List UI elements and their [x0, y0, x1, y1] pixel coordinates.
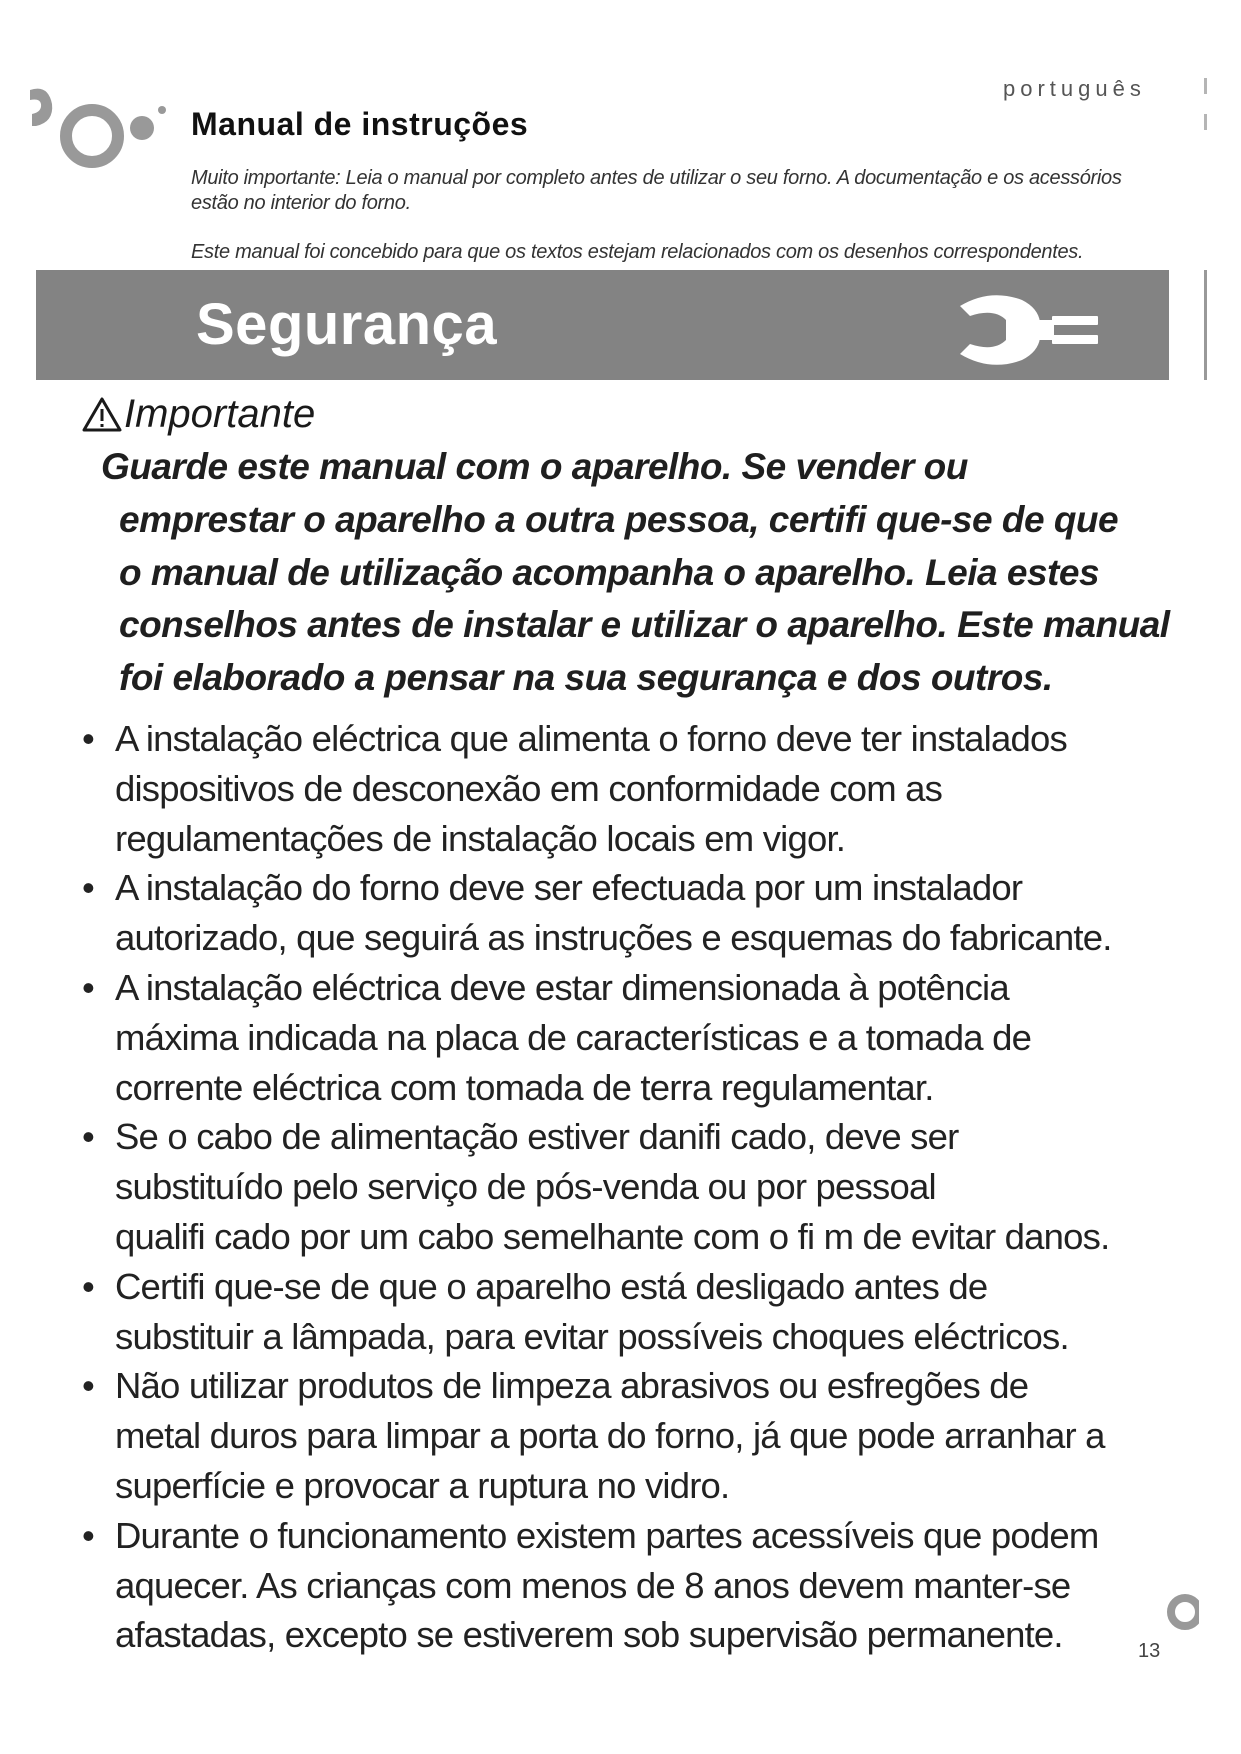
- intro-line: Este manual foi concebido para que os textos estejam relacionados com os desenhos correspondentes.: [191, 241, 1084, 263]
- list-item-line: regulamentações de instalação locais em vigor.: [115, 817, 846, 859]
- list-item: [82, 963, 1192, 1112]
- safety-list: [82, 714, 1192, 1660]
- intro-line: estão no interior do forno.: [191, 192, 411, 214]
- list-item-line: A instalação eléctrica deve estar dimensionada à potência: [115, 966, 1009, 1008]
- list-item-line: metal duros para limpar a porta do forno, já que pode arranhar a: [115, 1415, 1105, 1457]
- bullet-icon: •: [82, 867, 94, 909]
- list-item-line: substituir a lâmpada, para evitar possíveis choques eléctricos.: [115, 1315, 1069, 1357]
- important-text-line: foi elaborado a pensar na sua segurança e dos outros.: [119, 657, 1053, 698]
- list-item-line: Não utilizar produtos de limpeza abrasivos ou esfregões de: [115, 1365, 1029, 1407]
- list-item: [82, 1361, 1192, 1510]
- intro-line: Muito importante: Leia o manual por completo antes de utilizar o seu forno. A documentação e os acessórios: [191, 167, 1122, 189]
- page-number: 13: [1138, 1640, 1161, 1662]
- important-heading-label: Importante: [124, 392, 316, 436]
- bullet-icon: •: [82, 1514, 94, 1556]
- list-item-line: autorizado, que seguirá as instruções e esquemas do fabricante.: [115, 917, 1112, 959]
- warning-icon: [82, 397, 122, 433]
- edge-mark: [1204, 270, 1207, 380]
- banner-title: Segurança: [196, 292, 498, 357]
- list-item-line: dispositivos de desconexão em conformidade com as: [115, 767, 943, 809]
- list-item: [82, 1112, 1192, 1261]
- important-heading: [82, 392, 315, 437]
- list-item: [82, 1262, 1192, 1362]
- manual-title: Manual de instruções: [191, 106, 529, 142]
- bullet-icon: •: [82, 1116, 94, 1158]
- list-item-line: corrente eléctrica com tomada de terra regulamentar.: [115, 1066, 934, 1108]
- list-item-line: Certifi que-se de que o aparelho está desligado antes de: [115, 1265, 988, 1307]
- list-item-line: máxima indicada na placa de características e a tomada de: [115, 1016, 1032, 1058]
- corner-ring-icon: [1163, 1590, 1199, 1634]
- list-item-line: substituído pelo serviço de pós-venda ou por pessoal: [115, 1166, 936, 1208]
- bullet-icon: •: [82, 1265, 94, 1307]
- list-item: [82, 1511, 1192, 1660]
- list-item-line: qualifi cado por um cabo semelhante com o fi m de evitar danos.: [115, 1215, 1110, 1257]
- list-item-line: Durante o funcionamento existem partes acessíveis que podem: [115, 1514, 1099, 1556]
- list-item-line: afastadas, excepto se estiverem sob supervisão permanente.: [115, 1614, 1063, 1656]
- bullet-icon: •: [82, 966, 94, 1008]
- list-item-line: Se o cabo de alimentação estiver danifi cado, deve ser: [115, 1116, 959, 1158]
- language-label: português: [1003, 76, 1146, 101]
- edge-mark: [1204, 78, 1207, 94]
- list-item: [82, 863, 1192, 963]
- important-text-line: Guarde este manual com o aparelho. Se vender ou: [101, 446, 968, 487]
- list-item-line: aquecer. As crianças com menos de 8 anos devem manter-se: [115, 1564, 1071, 1606]
- brand-logo: [30, 70, 170, 180]
- wrench-icon: [960, 292, 1098, 368]
- list-item: [82, 714, 1192, 863]
- list-item-line: A instalação do forno deve ser efectuada por um instalador: [115, 867, 1023, 909]
- important-text-line: o manual de utilização acompanha o aparelho. Leia estes: [119, 552, 1100, 593]
- bullet-icon: •: [82, 1365, 94, 1407]
- bullet-icon: •: [82, 718, 94, 759]
- edge-mark: [1204, 114, 1207, 130]
- important-text-line: conselhos antes de instalar e utilizar o aparelho. Este manual: [119, 604, 1170, 645]
- list-item-line: superfície e provocar a ruptura no vidro.: [115, 1464, 730, 1506]
- list-item-line: A instalação eléctrica que alimenta o forno deve ter instalados: [115, 718, 1067, 759]
- important-text-line: emprestar o aparelho a outra pessoa, certifi que-se de que: [119, 499, 1119, 540]
